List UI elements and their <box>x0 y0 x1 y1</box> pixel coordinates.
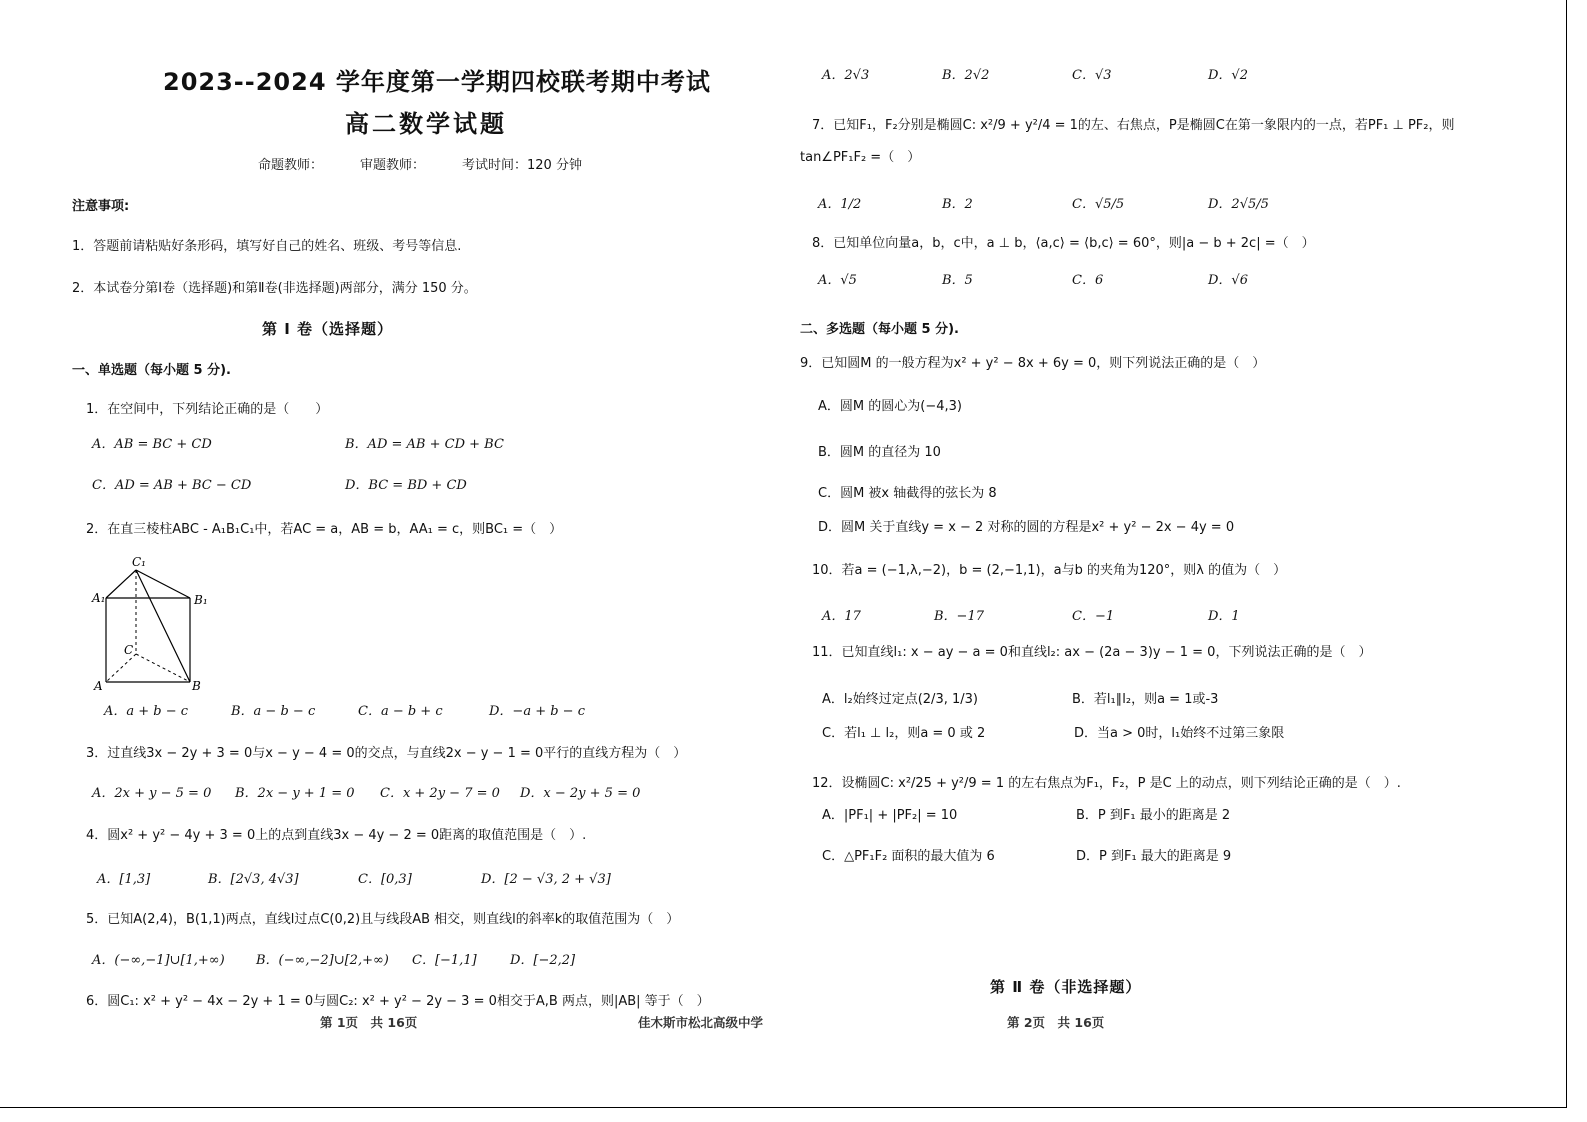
page-border-right <box>1566 0 1567 1108</box>
q5-option-a: A．(−∞,−1]∪[1,+∞) <box>92 953 225 968</box>
q6-option-c: C．√3 <box>1072 68 1112 83</box>
question-4-stem: 4．圆x² + y² − 4y + 3 = 0上的点到直线3x − 4y − 2 = 0距离的取值范围是（ ）. <box>86 828 587 843</box>
q9-option-a: A．圆M 的圆心为(−4,3) <box>818 399 962 414</box>
q12-option-b: B．P 到F₁ 最小的距离是 2 <box>1076 808 1231 823</box>
exam-subtitle: 高二数学试题 <box>345 110 507 138</box>
q10-option-a: A．17 <box>822 609 861 624</box>
q10-option-c: C．−1 <box>1072 609 1115 624</box>
q2-option-a: A．a + b − c <box>104 704 189 719</box>
fig-label: B <box>192 679 201 693</box>
question-1-stem: 1．在空间中，下列结论正确的是（ ） <box>86 402 329 417</box>
part2-heading: 第 Ⅱ 卷（非选择题） <box>990 978 1142 996</box>
q9-option-b: B．圆M 的直径为 10 <box>818 445 941 460</box>
question-6-stem: 6．圆C₁: x² + y² − 4x − 2y + 1 = 0与圆C₂: x² + y² − 2y − 3 = 0相交于A,B 两点，则|AB| 等于（ ） <box>86 994 710 1009</box>
q6-option-a: A．2√3 <box>822 68 870 83</box>
q7-option-a: A．1/2 <box>818 197 862 212</box>
q8-option-a: A．√5 <box>818 273 857 288</box>
q8-option-b: B．5 <box>942 273 973 288</box>
footer-page-right: 第 2页 共 16页 <box>1007 1015 1105 1030</box>
q7-option-b: B．2 <box>942 197 973 212</box>
question-7-stem: 7．已知F₁，F₂分别是椭圆C: x²/9 + y²/4 = 1的左、右焦点，P是椭圆C在第一象限内的一点，若PF₁ ⊥ PF₂，则 <box>812 118 1455 133</box>
q5-option-b: B．(−∞,−2]∪[2,+∞) <box>256 953 389 968</box>
footer-school: 佳木斯市松北高级中学 <box>638 1015 764 1030</box>
q3-option-d: D．x − 2y + 5 = 0 <box>520 786 641 801</box>
q1-option-b: B．AD = AB + CD + BC <box>345 437 504 452</box>
section1-heading: 一、单选题（每小题 5 分). <box>72 363 231 378</box>
question-8-stem: 8．已知单位向量a，b，c中，a ⊥ b，⟨a,c⟩ = ⟨b,c⟩ = 60°，则|a − b + 2c| =（ ） <box>812 236 1315 251</box>
q2-option-c: C．a − b + c <box>358 704 443 719</box>
q8-option-d: D．√6 <box>1208 273 1248 288</box>
fig-label: C <box>124 643 134 657</box>
reviewer-label: 审题教师： <box>360 158 426 173</box>
exam-title: 2023--2024 学年度第一学期四校联考期中考试 <box>163 68 711 96</box>
q4-option-c: C．[0,3] <box>358 872 412 887</box>
q1-option-d: D．BC = BD + CD <box>345 478 467 493</box>
q11-option-a: A．l₂始终过定点(2/3, 1/3) <box>822 692 978 707</box>
proposer-label: 命题教师： <box>258 158 324 173</box>
q1-option-c: C．AD = AB + BC − CD <box>92 478 252 493</box>
q5-option-c: C．[−1,1] <box>412 953 477 968</box>
q6-option-b: B．2√2 <box>942 68 990 83</box>
q7-option-c: C．√5/5 <box>1072 197 1125 212</box>
page-border-bottom <box>0 1107 1567 1108</box>
question-12-stem: 12．设椭圆C: x²/25 + y²/9 = 1 的左右焦点为F₁，F₂，P 是C 上的动点，则下列结论正确的是（ ）. <box>812 776 1401 791</box>
q7-option-d: D．2√5/5 <box>1208 197 1269 212</box>
q5-option-d: D．[−2,2] <box>510 953 576 968</box>
question-2-stem: 2．在直三棱柱ABC - A₁B₁C₁中，若AC = a，AB = b，AA₁ = c，则BC₁ =（ ） <box>86 522 563 537</box>
q10-option-b: B．−17 <box>934 609 984 624</box>
fig-label: A <box>94 679 103 693</box>
note-item: 1．答题前请粘贴好条形码，填写好自己的姓名、班级、考号等信息. <box>72 239 462 254</box>
question-3-stem: 3．过直线3x − 2y + 3 = 0与x − y − 4 = 0的交点，与直线2x − y − 1 = 0平行的直线方程为（ ） <box>86 746 687 761</box>
section2-heading: 二、多选题（每小题 5 分). <box>800 322 959 337</box>
q12-option-c: C．△PF₁F₂ 面积的最大值为 6 <box>822 849 995 864</box>
question-7-stem-cont: tan∠PF₁F₂ =（ ） <box>800 150 921 165</box>
footer-page-left: 第 1页 共 16页 <box>320 1015 418 1030</box>
q2-option-d: D．−a + b − c <box>489 704 585 719</box>
q2-option-b: B．a − b − c <box>231 704 316 719</box>
fig-label: A₁ <box>92 591 106 605</box>
q11-option-d: D．当a > 0时，l₁始终不过第三象限 <box>1074 726 1285 741</box>
question-10-stem: 10．若a = (−1,λ,−2)，b = (2,−1,1)，a与b 的夹角为120°，则λ 的值为（ ） <box>812 563 1287 578</box>
q9-option-c: C．圆M 被x 轴截得的弦长为 8 <box>818 486 997 501</box>
question-5-stem: 5．已知A(2,4)，B(1,1)两点，直线l过点C(0,2)且与线段AB 相交，则直线l的斜率k的取值范围为（ ） <box>86 912 680 927</box>
q9-option-d: D．圆M 关于直线y = x − 2 对称的圆的方程是x² + y² − 2x − 4y = 0 <box>818 520 1235 535</box>
question-11-stem: 11．已知直线l₁: x − ay − a = 0和直线l₂: ax − (2a − 3)y − 1 = 0，下列说法正确的是（ ） <box>812 645 1372 660</box>
question-9-stem: 9．已知圆M 的一般方程为x² + y² − 8x + 6y = 0，则下列说法正确的是（ ） <box>800 356 1266 371</box>
q4-option-d: D．[2 − √3, 2 + √3] <box>481 872 611 887</box>
fig-label: C₁ <box>132 555 146 569</box>
q12-option-d: D．P 到F₁ 最大的距离是 9 <box>1076 849 1232 864</box>
q4-option-b: B．[2√3, 4√3] <box>208 872 299 887</box>
q3-option-c: C．x + 2y − 7 = 0 <box>380 786 500 801</box>
notes-heading: 注意事项: <box>72 199 130 214</box>
q10-option-d: D．1 <box>1208 609 1240 624</box>
fig-label: B₁ <box>194 593 208 607</box>
q6-option-d: D．√2 <box>1208 68 1248 83</box>
q11-option-b: B．若l₁∥l₂，则a = 1或-3 <box>1072 692 1219 707</box>
q3-option-a: A．2x + y − 5 = 0 <box>92 786 212 801</box>
part1-heading: 第 Ⅰ 卷（选择题） <box>262 320 394 338</box>
note-item: 2．本试卷分第Ⅰ卷（选择题)和第Ⅱ卷(非选择题)两部分，满分 150 分。 <box>72 281 477 296</box>
q11-option-c: C．若l₁ ⊥ l₂，则a = 0 或 2 <box>822 726 986 741</box>
q4-option-a: A．[1,3] <box>97 872 151 887</box>
q8-option-c: C．6 <box>1072 273 1104 288</box>
q12-option-a: A．|PF₁| + |PF₂| = 10 <box>822 808 958 823</box>
q1-option-a: A．AB = BC + CD <box>92 437 212 452</box>
q3-option-b: B．2x − y + 1 = 0 <box>235 786 355 801</box>
prism-figure <box>88 552 218 694</box>
duration-label: 考试时间：120 分钟 <box>462 158 582 173</box>
